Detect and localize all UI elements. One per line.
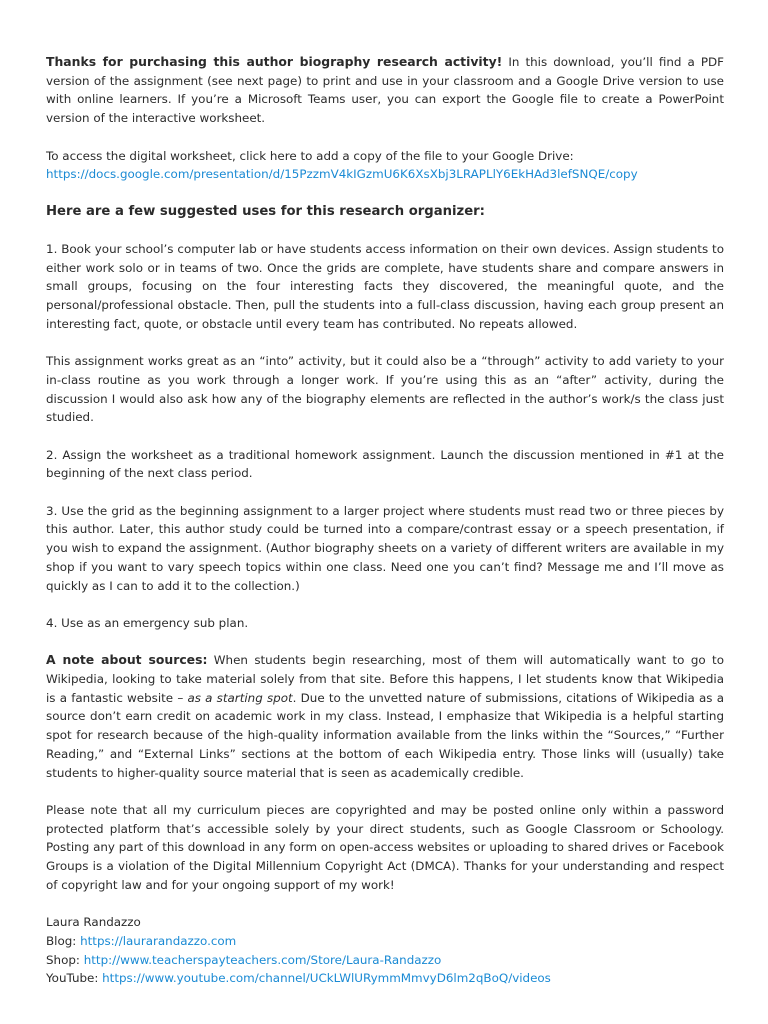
- intro-lead: Thanks for purchasing this author biography research activity!: [46, 54, 503, 69]
- sources-italic: as a starting spot: [187, 690, 293, 705]
- sources-body-b: . Due to the unvetted nature of submissions, citations of Wikipedia as a source don’t earn credit on academic work in my class. Instead, I emphasize that Wikipedia is a helpful starting spot for research because of the high-quality information available from the links within the “Sources,” “Further Reading,” and “External Links” sections at the bottom of each Wikipedia entry. Those links will (usually) take students to higher-quality source material that is seen as academically credible.: [46, 690, 724, 780]
- sources-body-a: When students begin researching, most of them will automatically want to go to Wikipedia, looking to take material solely from that site. Before this happens, I let students know that Wikipedia is a fantastic website –: [46, 653, 724, 705]
- youtube-link[interactable]: https://www.youtube.com/channel/UCkLWlURymmMmvyD6lm2qBoQ/videos: [102, 971, 551, 986]
- access-text: To access the digital worksheet, click here to add a copy of the file to your Google Drive:: [46, 148, 574, 163]
- use-item-1-note: This assignment works great as an “into” activity, but it could also be a “through” activity to add variety to your in-class routine as you work through a longer work. If you’re using this as an “after” activity, during the discussion I would also ask how any of the biography elements are reflected in the author’s work/s the class just studied.: [46, 354, 724, 425]
- blog-link[interactable]: https://laurarandazzo.com: [80, 933, 237, 948]
- youtube-label: YouTube:: [46, 971, 103, 986]
- signature-block: [46, 913, 724, 988]
- use-item-2: 2. Assign the worksheet as a traditional homework assignment. Launch the discussion mentioned in #1 at the beginning of the next class period.: [46, 447, 724, 481]
- blog-line: [46, 932, 724, 951]
- sources-paragraph: [46, 651, 724, 782]
- copyright-paragraph: Please note that all my curriculum pieces are copyrighted and may be posted online only within a password protected platform that’s accessible solely by your direct students, such as Google Classroom or Schoology. Posting any part of this download in any form on open-access websites or uploading to shared drives or Facebook Groups is a violation of the Digital Millennium Copyright Act (DMCA). Thanks for your understanding and respect of copyright law and for your ongoing support of my work!: [46, 802, 724, 892]
- youtube-line: [46, 969, 724, 988]
- intro-body: In this download, you’ll find a PDF version of the assignment (see next page) to print and use in your classroom and a Google Drive version to use with online learners. If you’re a Microsoft Teams user, you can export the Google file to create a PowerPoint version of the interactive worksheet.: [46, 55, 724, 126]
- google-drive-copy-link[interactable]: https://docs.google.com/presentation/d/15PzzmV4kIGzmU6K6XsXbj3LRAPLlY6EkHAd3lefSNQE/copy: [46, 167, 638, 182]
- sources-lead: A note about sources:: [46, 652, 208, 668]
- shop-label: Shop:: [46, 952, 84, 967]
- use-item-4: 4. Use as an emergency sub plan.: [46, 615, 249, 630]
- shop-link[interactable]: http://www.teacherspayteachers.com/Store/Laura-Randazzo: [83, 952, 442, 967]
- uses-heading: Here are a few suggested uses for this research organizer:: [46, 203, 485, 219]
- document-content: [46, 53, 724, 988]
- use-item-1: 1. Book your school’s computer lab or have students access information on their own devices. Assign students to either work solo or in teams of two. Once the grids are complete, have students share and compare answers in small groups, focusing on the four interesting facts they discovered, the meaningful quote, and the personal/professional obstacle. Then, pull the students into a full-class discussion, having each group present an interesting fact, quote, or obstacle until every team has contributed. No repeats allowed.: [46, 241, 724, 331]
- shop-line: [46, 951, 724, 970]
- access-paragraph: [46, 147, 724, 184]
- intro-paragraph: [46, 53, 724, 128]
- author-name: Laura Randazzo: [46, 915, 141, 930]
- use-item-3: 3. Use the grid as the beginning assignment to a larger project where students must read two or three pieces by this author. Later, this author study could be turned into a compare/contrast essay or a speech presentation, if you wish to expand the assignment. (Author biography sheets on a variety of different writers are available in my shop if you want to vary speech topics within one class. Need one you can’t find? Message me and I’ll move as quickly as I can to add it to the collection.): [46, 503, 724, 593]
- blog-label: Blog:: [46, 933, 81, 948]
